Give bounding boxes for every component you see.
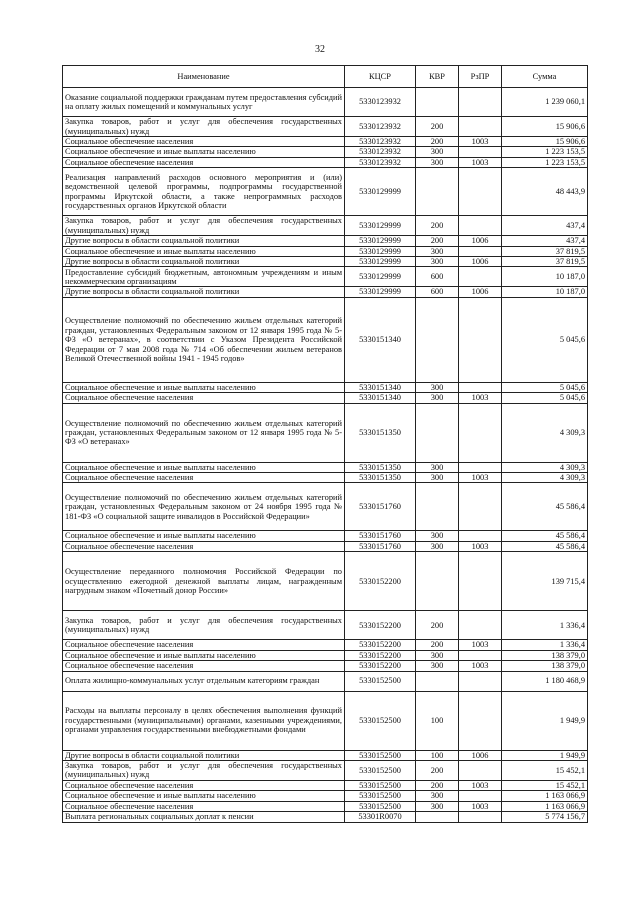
row-rzpr <box>459 812 502 822</box>
row-sum: 48 443,9 <box>502 168 588 216</box>
row-rzpr: 1006 <box>459 257 502 267</box>
row-kvr <box>416 88 459 117</box>
row-name: Другие вопросы в области социальной политики <box>63 257 345 267</box>
row-code: 53301R0070 <box>345 812 416 822</box>
row-kvr: 300 <box>416 257 459 267</box>
row-name: Социальное обеспечение и иные выплаты населению <box>63 382 345 392</box>
row-code: 5330129999 <box>345 168 416 216</box>
row-rzpr <box>459 650 502 660</box>
row-kvr: 300 <box>416 246 459 256</box>
row-sum: 1 223 153,5 <box>502 147 588 157</box>
row-rzpr <box>459 216 502 236</box>
row-rzpr <box>459 691 502 750</box>
row-name: Другие вопросы в области социальной политики <box>63 287 345 297</box>
row-name: Социальное обеспечение населения <box>63 541 345 551</box>
row-code: 5330151340 <box>345 393 416 403</box>
row-code: 5330151760 <box>345 531 416 541</box>
row-name: Социальное обеспечение населения <box>63 780 345 790</box>
row-rzpr <box>459 88 502 117</box>
header-name: Наименование <box>63 66 345 88</box>
row-code: 5330152200 <box>345 552 416 611</box>
row-kvr: 300 <box>416 661 459 671</box>
table-row <box>63 403 588 462</box>
row-sum: 138 379,0 <box>502 661 588 671</box>
table-row <box>63 246 588 256</box>
row-name: Реализация направлений расходов основного мероприятия и (или) ведомственной целевой программы, подпрограммы государственной программы Иркутской области, а также непрограммных расходов государственных органов Иркутской области <box>63 168 345 216</box>
row-code: 5330151350 <box>345 473 416 483</box>
row-code: 5330152200 <box>345 611 416 640</box>
row-kvr <box>416 812 459 822</box>
row-rzpr: 1003 <box>459 473 502 483</box>
row-code: 5330152500 <box>345 760 416 780</box>
table-row <box>63 236 588 246</box>
row-code: 5330151760 <box>345 483 416 531</box>
header-sum: Сумма <box>502 66 588 88</box>
row-sum: 1 180 468,9 <box>502 671 588 691</box>
row-kvr: 200 <box>416 760 459 780</box>
row-name: Закупка товаров, работ и услуг для обеспечения государственных (муниципальных) нужд <box>63 611 345 640</box>
table-row <box>63 661 588 671</box>
row-kvr: 300 <box>416 541 459 551</box>
row-code: 5330152500 <box>345 750 416 760</box>
row-sum: 5 045,6 <box>502 393 588 403</box>
row-name: Социальное обеспечение и иные выплаты населению <box>63 147 345 157</box>
row-name: Социальное обеспечение и иные выплаты населению <box>63 650 345 660</box>
row-code: 5330129999 <box>345 216 416 236</box>
row-code: 5330152200 <box>345 640 416 650</box>
row-kvr: 300 <box>416 382 459 392</box>
row-code: 5330129999 <box>345 267 416 287</box>
row-kvr <box>416 552 459 611</box>
table-row <box>63 812 588 822</box>
row-kvr: 200 <box>416 640 459 650</box>
table-row <box>63 791 588 801</box>
row-rzpr <box>459 552 502 611</box>
row-rzpr <box>459 168 502 216</box>
row-code: 5330151350 <box>345 403 416 462</box>
row-kvr: 600 <box>416 267 459 287</box>
row-rzpr <box>459 297 502 382</box>
row-rzpr <box>459 382 502 392</box>
row-code: 5330152500 <box>345 801 416 811</box>
row-code: 5330123932 <box>345 157 416 167</box>
table-row <box>63 801 588 811</box>
row-rzpr <box>459 611 502 640</box>
row-name: Другие вопросы в области социальной политики <box>63 236 345 246</box>
row-code: 5330129999 <box>345 287 416 297</box>
row-code: 5330152500 <box>345 780 416 790</box>
row-sum: 15 906,6 <box>502 117 588 137</box>
table-row <box>63 750 588 760</box>
row-sum: 15 452,1 <box>502 780 588 790</box>
table-row <box>63 483 588 531</box>
row-kvr: 200 <box>416 611 459 640</box>
row-kvr <box>416 483 459 531</box>
table-row <box>63 611 588 640</box>
table-row <box>63 137 588 147</box>
row-code: 5330152500 <box>345 791 416 801</box>
row-rzpr: 1006 <box>459 287 502 297</box>
row-rzpr <box>459 246 502 256</box>
row-code: 5330129999 <box>345 246 416 256</box>
row-code: 5330123932 <box>345 137 416 147</box>
table-row <box>63 640 588 650</box>
row-sum: 1 336,4 <box>502 611 588 640</box>
row-rzpr <box>459 531 502 541</box>
row-rzpr <box>459 462 502 472</box>
row-sum: 10 187,0 <box>502 267 588 287</box>
row-sum: 1 949,9 <box>502 691 588 750</box>
row-sum: 10 187,0 <box>502 287 588 297</box>
row-code: 5330129999 <box>345 257 416 267</box>
row-sum: 4 309,3 <box>502 462 588 472</box>
row-sum: 139 715,4 <box>502 552 588 611</box>
row-kvr: 200 <box>416 137 459 147</box>
row-rzpr <box>459 671 502 691</box>
row-rzpr: 1006 <box>459 236 502 246</box>
row-kvr: 300 <box>416 801 459 811</box>
row-name: Социальное обеспечение населения <box>63 661 345 671</box>
row-code: 5330152500 <box>345 691 416 750</box>
row-rzpr <box>459 760 502 780</box>
row-rzpr: 1003 <box>459 801 502 811</box>
row-name: Социальное обеспечение населения <box>63 157 345 167</box>
row-kvr: 300 <box>416 147 459 157</box>
table-row <box>63 287 588 297</box>
row-sum: 45 586,4 <box>502 531 588 541</box>
table-row <box>63 117 588 137</box>
table-row <box>63 780 588 790</box>
row-rzpr <box>459 117 502 137</box>
row-sum: 1 163 066,9 <box>502 791 588 801</box>
row-kvr: 300 <box>416 531 459 541</box>
row-name: Социальное обеспечение и иные выплаты населению <box>63 246 345 256</box>
row-sum: 138 379,0 <box>502 650 588 660</box>
row-sum: 1 163 066,9 <box>502 801 588 811</box>
row-rzpr: 1003 <box>459 541 502 551</box>
row-sum: 5 774 156,7 <box>502 812 588 822</box>
row-name: Социальное обеспечение населения <box>63 393 345 403</box>
row-sum: 1 336,4 <box>502 640 588 650</box>
row-code: 5330151760 <box>345 541 416 551</box>
row-name: Социальное обеспечение и иные выплаты населению <box>63 462 345 472</box>
row-name: Социальное обеспечение и иные выплаты населению <box>63 531 345 541</box>
table-row <box>63 531 588 541</box>
row-name: Осуществление полномочий по обеспечению жильем отдельных категорий граждан, установленных Федеральным законом от 12 января 1995 года № 5-ФЗ «О ветеранах» <box>63 403 345 462</box>
row-sum: 15 906,6 <box>502 137 588 147</box>
table-row <box>63 88 588 117</box>
row-rzpr <box>459 147 502 157</box>
table-row <box>63 267 588 287</box>
row-kvr: 200 <box>416 236 459 246</box>
row-kvr: 300 <box>416 473 459 483</box>
row-name: Предоставление субсидий бюджетным, автономным учреждениям и иным некоммерческим организациям <box>63 267 345 287</box>
table-row <box>63 473 588 483</box>
row-rzpr: 1003 <box>459 137 502 147</box>
row-name: Закупка товаров, работ и услуг для обеспечения государственных (муниципальных) нужд <box>63 216 345 236</box>
row-sum: 5 045,6 <box>502 382 588 392</box>
table-header <box>63 66 588 88</box>
row-sum: 4 309,3 <box>502 403 588 462</box>
row-name: Социальное обеспечение населения <box>63 137 345 147</box>
row-sum: 437,4 <box>502 236 588 246</box>
row-rzpr: 1003 <box>459 640 502 650</box>
table-row <box>63 157 588 167</box>
row-name: Осуществление полномочий по обеспечению жильем отдельных категорий граждан, установленных Федеральным законом от 12 января 1995 года № 5-ФЗ «О ветеранах», в соответствии с Указом Президента Российской Федерации от 7 мая 2008 года № 714 «Об обеспечении жильем ветеранов Великой Отечественной войны 1941 - 1945 годов» <box>63 297 345 382</box>
row-name: Расходы на выплаты персоналу в целях обеспечения выполнения функций государственными (муниципальными) органами, казенными учреждениями, органами управления государственными внебюджетными фондами <box>63 691 345 750</box>
row-sum: 45 586,4 <box>502 483 588 531</box>
row-name: Социальное обеспечение населения <box>63 640 345 650</box>
row-code: 5330152500 <box>345 671 416 691</box>
table-row <box>63 382 588 392</box>
row-code: 5330151340 <box>345 297 416 382</box>
row-kvr: 600 <box>416 287 459 297</box>
row-kvr <box>416 403 459 462</box>
row-code: 5330123932 <box>345 147 416 157</box>
header-code: КЦСР <box>345 66 416 88</box>
table-row <box>63 393 588 403</box>
table-row <box>63 691 588 750</box>
row-kvr: 100 <box>416 691 459 750</box>
row-kvr: 300 <box>416 791 459 801</box>
row-sum: 45 586,4 <box>502 541 588 551</box>
row-sum: 5 045,6 <box>502 297 588 382</box>
table-row <box>63 650 588 660</box>
row-kvr: 300 <box>416 157 459 167</box>
row-sum: 437,4 <box>502 216 588 236</box>
row-code: 5330152200 <box>345 661 416 671</box>
row-code: 5330152200 <box>345 650 416 660</box>
table-row <box>63 216 588 236</box>
row-sum: 1 239 060,1 <box>502 88 588 117</box>
page-number: 32 <box>315 44 325 55</box>
row-rzpr: 1003 <box>459 780 502 790</box>
row-kvr: 300 <box>416 650 459 660</box>
row-kvr: 200 <box>416 117 459 137</box>
row-sum: 37 819,5 <box>502 257 588 267</box>
row-name: Закупка товаров, работ и услуг для обеспечения государственных (муниципальных) нужд <box>63 117 345 137</box>
row-kvr: 200 <box>416 216 459 236</box>
table-row <box>63 147 588 157</box>
table-row <box>63 257 588 267</box>
row-kvr <box>416 297 459 382</box>
row-code: 5330123932 <box>345 117 416 137</box>
table-row <box>63 541 588 551</box>
row-rzpr <box>459 791 502 801</box>
row-rzpr <box>459 267 502 287</box>
row-code: 5330151340 <box>345 382 416 392</box>
row-code: 5330151350 <box>345 462 416 472</box>
row-kvr <box>416 671 459 691</box>
row-name: Оплата жилищно-коммунальных услуг отдельным категориям граждан <box>63 671 345 691</box>
row-rzpr: 1003 <box>459 661 502 671</box>
row-name: Социальное обеспечение населения <box>63 801 345 811</box>
table-row <box>63 760 588 780</box>
row-kvr: 100 <box>416 750 459 760</box>
row-rzpr <box>459 403 502 462</box>
table-body <box>63 88 588 823</box>
header-rzpr: РзПР <box>459 66 502 88</box>
row-code: 5330129999 <box>345 236 416 246</box>
row-rzpr: 1006 <box>459 750 502 760</box>
row-sum: 15 452,1 <box>502 760 588 780</box>
table-row <box>63 671 588 691</box>
row-sum: 37 819,5 <box>502 246 588 256</box>
row-name: Другие вопросы в области социальной политики <box>63 750 345 760</box>
row-rzpr: 1003 <box>459 393 502 403</box>
header-kvr: КВР <box>416 66 459 88</box>
row-name: Социальное обеспечение и иные выплаты населению <box>63 791 345 801</box>
row-kvr: 200 <box>416 780 459 790</box>
row-sum: 4 309,3 <box>502 473 588 483</box>
table-row <box>63 297 588 382</box>
row-name: Выплата региональных социальных доплат к пенсии <box>63 812 345 822</box>
table-row <box>63 552 588 611</box>
row-rzpr: 1003 <box>459 157 502 167</box>
row-name: Осуществление переданного полномочия Российской Федерации по осуществлению ежегодной денежной выплаты лицам, награжденным нагрудным знаком «Почетный донор России» <box>63 552 345 611</box>
row-kvr <box>416 168 459 216</box>
row-name: Осуществление полномочий по обеспечению жильем отдельных категорий граждан, установленных Федеральным законом от 24 ноября 1995 года № 181-ФЗ «О социальной защите инвалидов в Российской Федерации» <box>63 483 345 531</box>
row-rzpr <box>459 483 502 531</box>
table-row <box>63 462 588 472</box>
table-row <box>63 168 588 216</box>
budget-table <box>62 65 588 823</box>
row-sum: 1 949,9 <box>502 750 588 760</box>
row-kvr: 300 <box>416 393 459 403</box>
row-name: Социальное обеспечение населения <box>63 473 345 483</box>
row-sum: 1 223 153,5 <box>502 157 588 167</box>
row-name: Закупка товаров, работ и услуг для обеспечения государственных (муниципальных) нужд <box>63 760 345 780</box>
row-code: 5330123932 <box>345 88 416 117</box>
row-name: Оказание социальной поддержки гражданам путем предоставления субсидий на оплату жилых помещений и коммунальных услуг <box>63 88 345 117</box>
row-kvr: 300 <box>416 462 459 472</box>
